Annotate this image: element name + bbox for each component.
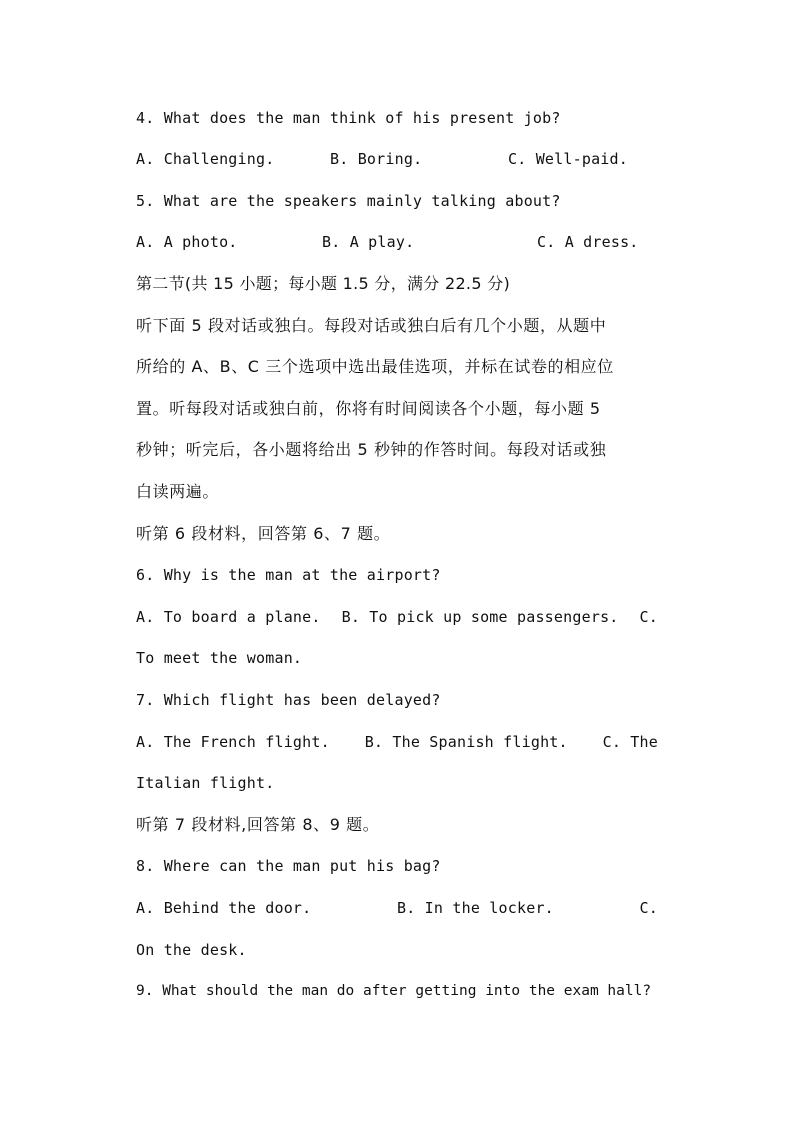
q6-stem: 6. Why is the man at the airport? (136, 566, 441, 584)
q4-stem: 4. What does the man think of his present job? (136, 109, 561, 127)
instructions-line-3: 置。听每段对话或独白前，你将有时间阅读各个小题，每小题 5 (136, 399, 601, 418)
q4-option-b: B. Boring. (330, 150, 423, 168)
material-7-label: 听第 7 段材料,回答第 8、9 题。 (136, 815, 380, 834)
instructions-line-1: 听下面 5 段对话或独白。每段对话或独白后有几个小题，从题中 (136, 316, 607, 335)
instructions-line-2: 所给的 A、B、C 三个选项中选出最佳选项，并标在试卷的相应位 (136, 357, 614, 376)
q8-option-a: A. Behind the door. (136, 899, 312, 917)
q8-options (136, 898, 658, 918)
instructions-line-4: 秒钟；听完后，各小题将给出 5 秒钟的作答时间。每段对话或独 (136, 440, 607, 459)
q8-option-b: B. In the locker. (396, 899, 554, 917)
instructions-line-5: 白读两遍。 (136, 482, 220, 501)
q7-options (136, 732, 658, 752)
q8-option-c-continued: On the desk. (136, 941, 247, 959)
q9-stem: 9. What should the man do after getting into the exam hall? (136, 983, 652, 999)
q6-option-b: B. To pick up some passengers. (341, 608, 619, 626)
q4-options (136, 149, 658, 169)
q6-option-c-continued: To meet the woman. (136, 649, 303, 667)
q7-option-a: A. The French flight. (136, 733, 330, 751)
q5-stem: 5. What are the speakers mainly talking about? (136, 192, 561, 210)
q6-option-a: A. To board a plane. (136, 608, 321, 626)
material-6-label: 听第 6 段材料，回答第 6、7 题。 (136, 524, 391, 543)
q7-option-c: C. The (602, 733, 658, 751)
q4-option-c: C. Well-paid. (508, 150, 628, 168)
q4-option-a: A. Challenging. (136, 150, 275, 168)
q7-option-b: B. The Spanish flight. (364, 733, 568, 751)
q6-options (136, 607, 658, 627)
q5-options (136, 232, 658, 252)
q8-stem: 8. Where can the man put his bag? (136, 857, 441, 875)
q8-option-c: C. (639, 899, 658, 917)
q5-option-c: C. A dress. (537, 233, 639, 251)
q6-option-c: C. (639, 608, 658, 626)
q7-option-c-continued: Italian flight. (136, 774, 275, 792)
section-heading: 第二节(共 15 小题；每小题 1.5 分，满分 22.5 分) (136, 274, 511, 293)
q7-stem: 7. Which flight has been delayed? (136, 691, 441, 709)
q5-option-a: A. A photo. (136, 233, 238, 251)
q5-option-b: B. A play. (322, 233, 415, 251)
